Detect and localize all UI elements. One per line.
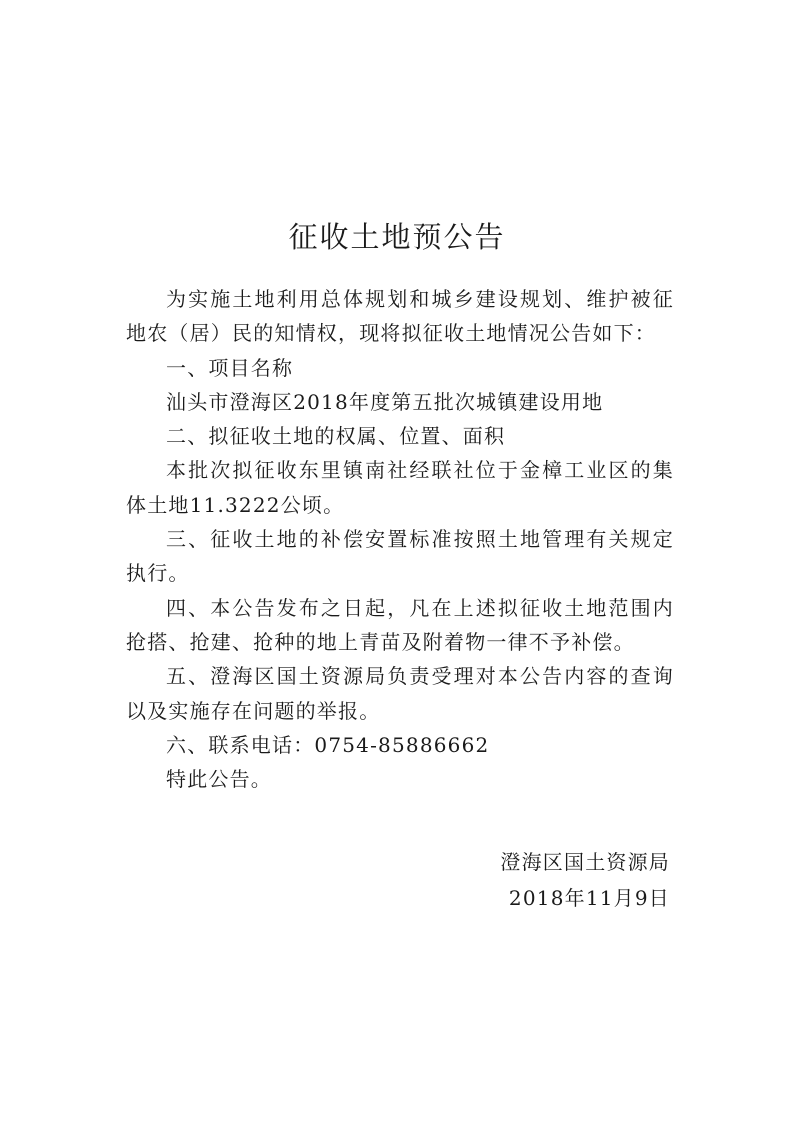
signature-block bbox=[500, 844, 670, 916]
section1-body: 汕头市澄海区2018年度第五批次城镇建设用地 bbox=[166, 389, 604, 414]
document-body bbox=[126, 282, 674, 796]
section5-paragraph: 五、澄海区国土资源局负责受理对本公告内容的查询以及实施存在问题的举报。 bbox=[126, 664, 674, 723]
section1-heading: 一、项目名称 bbox=[166, 355, 294, 380]
section2-body: 本批次拟征收东里镇南社经联社位于金樟工业区的集体土地11.3222公顷。 bbox=[126, 458, 674, 517]
section3-paragraph: 三、征收土地的补偿安置标准按照土地管理有关规定执行。 bbox=[126, 527, 674, 586]
issue-date: 2018年11月9日 bbox=[508, 886, 670, 910]
section2-heading: 二、拟征收土地的权属、位置、面积 bbox=[166, 424, 506, 449]
closing-statement: 特此公告。 bbox=[166, 767, 272, 792]
document-title: 征收土地预公告 bbox=[288, 220, 506, 254]
intro-paragraph: 为实施土地利用总体规划和城乡建设规划、维护被征地农（居）民的知情权，现将拟征收土地情况公告如下： bbox=[126, 287, 674, 346]
issuer-name: 澄海区国土资源局 bbox=[500, 850, 670, 874]
section6-contact-phone: 六、联系电话：0754-85886662 bbox=[166, 732, 490, 757]
section4-paragraph: 四、本公告发布之日起，凡在上述拟征收土地范围内抢搭、抢建、抢种的地上青苗及附着物一律不予补偿。 bbox=[126, 595, 674, 654]
